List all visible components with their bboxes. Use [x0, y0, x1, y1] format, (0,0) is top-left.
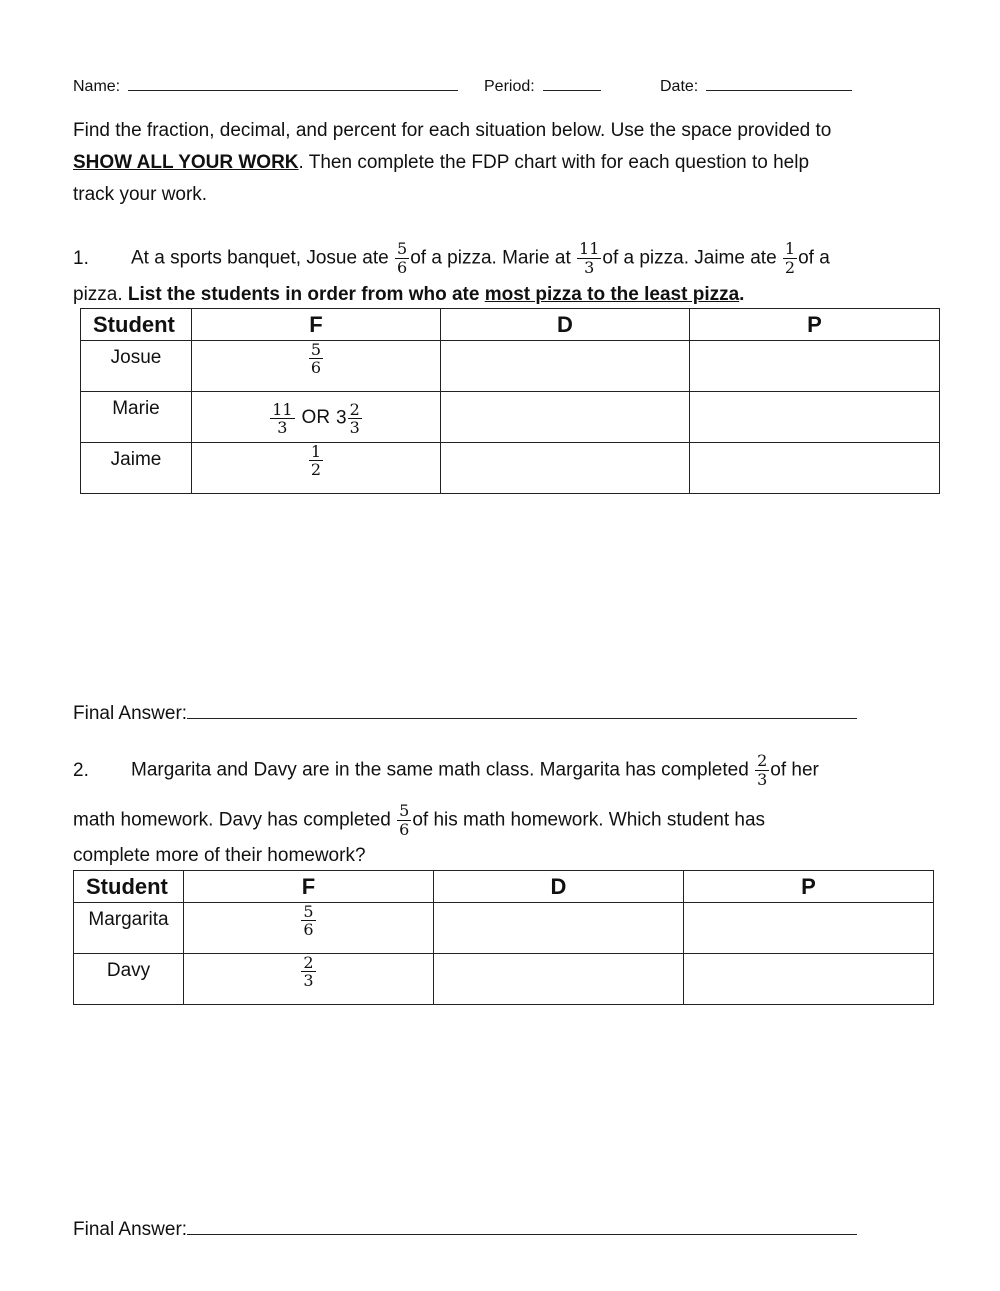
q1-text-line-2: [73, 279, 744, 311]
q1-bold-text: List the students in order from who ate: [127, 284, 480, 305]
q1-final-answer-blank[interactable]: [187, 700, 857, 719]
q1-fraction-marie: $\frac{11}{3}$: [579, 239, 600, 277]
q1-text-d: of a: [798, 247, 830, 269]
name-label: Name:: [73, 78, 121, 95]
fraction-cell: [184, 954, 434, 1005]
q2-text-d: of his math homework. Which student has: [412, 809, 766, 831]
q1-text-line-1: [73, 240, 830, 277]
fraction: $\frac{1}{2}$: [310, 442, 322, 479]
q2-text-c: math homework. Davy has completed: [73, 809, 391, 831]
fraction: $\frac{5}{6}$: [303, 902, 314, 939]
student-cell: Jaime: [81, 443, 192, 494]
instructions: [73, 115, 953, 211]
instructions-emphasis: SHOW ALL YOUR WORK: [73, 152, 299, 173]
instructions-cont: . Then complete the FDP chart with for each question to help: [298, 152, 810, 173]
q1-fraction-josue: $\frac{5}{6}$: [397, 239, 408, 277]
q2-text-a: Margarita and Davy are in the same math class. Margarita has completed: [131, 759, 749, 781]
q2-final-answer[interactable]: [73, 1216, 857, 1241]
mixed-whole: 3: [336, 407, 347, 428]
percent-cell[interactable]: [690, 392, 940, 443]
table-row: [81, 392, 940, 443]
instructions-line-2: [73, 147, 953, 179]
q1-text-e: pizza.: [73, 284, 123, 305]
period-blank[interactable]: [543, 75, 601, 91]
instructions-line-3: track your work.: [73, 184, 208, 205]
q2-header-f: F: [184, 871, 434, 903]
decimal-cell[interactable]: [434, 954, 684, 1005]
table-row: [74, 954, 934, 1005]
student-cell: Davy: [74, 954, 184, 1005]
table-row: [81, 443, 940, 494]
q2-fraction-margarita: $\frac{2}{3}$: [757, 751, 768, 789]
q1-bold-end: .: [739, 284, 745, 305]
q1-bold-underline: most pizza to the least pizza: [484, 284, 740, 305]
q2-text-line-3: complete more of their homework?: [73, 845, 366, 866]
student-cell: Josue: [81, 341, 192, 392]
q1-header-d: D: [441, 309, 690, 341]
q1-text-b: of a pizza. Marie at: [410, 247, 571, 269]
name-field[interactable]: [73, 75, 458, 96]
percent-cell[interactable]: [690, 341, 940, 392]
fraction-cell: [192, 443, 441, 494]
or-text: OR: [301, 407, 331, 428]
student-cell: Margarita: [74, 903, 184, 954]
q1-header-p: P: [690, 309, 940, 341]
q2-fdp-table: [73, 870, 934, 1005]
fraction-cell: [184, 903, 434, 954]
decimal-cell[interactable]: [441, 341, 690, 392]
q1-header-student: Student: [81, 309, 192, 341]
q2-number: 2.: [73, 759, 89, 781]
q2-header-d: D: [434, 871, 684, 903]
period-field[interactable]: [484, 75, 601, 96]
table-row: [81, 341, 940, 392]
fraction-cell: [192, 341, 441, 392]
table-row: [74, 903, 934, 954]
date-field[interactable]: [660, 75, 852, 96]
decimal-cell[interactable]: [434, 903, 684, 954]
percent-cell[interactable]: [684, 903, 934, 954]
q2-text-line-1: [73, 752, 819, 789]
q1-final-answer[interactable]: [73, 700, 857, 725]
q1-number: 1.: [73, 247, 89, 269]
q2-text-line-2: [73, 802, 765, 839]
q1-text-a: At a sports banquet, Josue ate: [131, 247, 389, 269]
student-cell: Marie: [81, 392, 192, 443]
q1-fdp-table: [80, 308, 940, 494]
date-blank[interactable]: [706, 75, 852, 91]
q1-fraction-jaime: $\frac{1}{2}$: [784, 239, 796, 277]
mixed-fraction: $\frac{2}{3}$: [349, 399, 360, 437]
q2-final-answer-blank[interactable]: [187, 1216, 857, 1235]
percent-cell[interactable]: [684, 954, 934, 1005]
q2-text-b: of her: [770, 759, 819, 781]
percent-cell[interactable]: [690, 443, 940, 494]
q2-header-p: P: [684, 871, 934, 903]
q1-table-header-row: [81, 309, 940, 341]
q2-fraction-davy: $\frac{5}{6}$: [399, 801, 410, 839]
name-blank[interactable]: [128, 75, 458, 91]
fraction: $\frac{11}{3}$: [272, 399, 293, 437]
q2-final-answer-label: Final Answer:: [73, 1219, 188, 1240]
q1-final-answer-label: Final Answer:: [73, 703, 188, 724]
fraction: $\frac{2}{3}$: [303, 953, 314, 990]
q1-text-c: of a pizza. Jaime ate: [602, 247, 777, 269]
period-label: Period:: [484, 78, 535, 95]
instructions-line-1: Find the fraction, decimal, and percent for each situation below. Use the space provided to: [73, 120, 832, 141]
fraction: $\frac{5}{6}$: [310, 340, 322, 377]
decimal-cell[interactable]: [441, 443, 690, 494]
q2-header-student: Student: [74, 871, 184, 903]
fraction-cell: [192, 392, 441, 443]
q2-table-header-row: [74, 871, 934, 903]
decimal-cell[interactable]: [441, 392, 690, 443]
date-label: Date:: [660, 78, 699, 95]
q1-header-f: F: [192, 309, 441, 341]
